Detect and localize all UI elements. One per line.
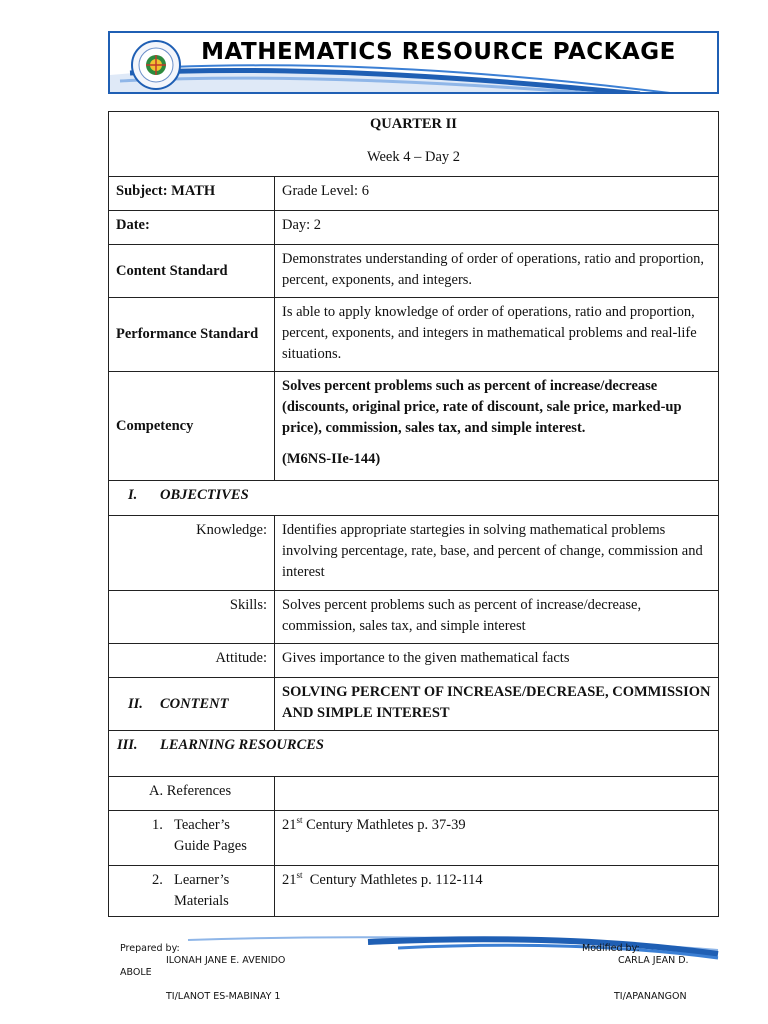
modified-school: TI/APANANGON [614,991,687,1002]
learners-materials-value: 21st Century Mathletes p. 112-114 [275,866,719,917]
date-row [109,211,719,245]
prepared-by-label: Prepared by: [120,943,180,954]
content-number: II. [128,695,143,712]
resources-number: III. [117,737,138,753]
performance-standard-value: Is able to apply knowledge of order of operations, ratio and proportion, percent, exponents, and integers in mathematical problems and real-life situations. [275,298,719,372]
quarter-row [109,112,719,177]
skills-row [109,591,719,644]
content-value: SOLVING PERCENT OF INCREASE/DECREASE, COMMISSION AND SIMPLE INTEREST [275,678,719,731]
prepared-school: TI/LANOT ES-MABINAY 1 [166,991,281,1002]
date-label: Date: [109,211,275,245]
content-row [109,678,719,731]
week-day-label: Week 4 – Day 2 [366,149,461,165]
competency-label: Competency [109,372,275,481]
knowledge-row [109,516,719,591]
lesson-plan-table [108,111,719,917]
attitude-value: Gives importance to the given mathematical facts [275,644,719,678]
learners-materials-row [109,866,719,917]
competency-row [109,372,719,481]
knowledge-label: Knowledge: [109,516,275,591]
page-title: MATHEMATICS RESOURCE PACKAGE [201,39,676,65]
quarter-label: QUARTER II [370,116,457,132]
resources-title: LEARNING RESOURCES [160,737,324,753]
teachers-guide-value: 21st Century Mathletes p. 37-39 [275,811,719,866]
objectives-title: OBJECTIVES [160,487,249,503]
modified-by-label: Modified by: [582,943,640,954]
skills-label: Skills: [109,591,275,644]
item1-label: Teacher’s Guide Pages [174,817,247,854]
subject-label: Subject: MATH [109,177,275,211]
resources-heading-row [109,731,719,777]
page-footer [108,932,720,1012]
item2-number: 2. [152,872,163,888]
competency-value: Solves percent problems such as percent of increase/decrease (discounts, original price, rate of discount, sale price, marked-up price), commission, sales tax, and simple interest. [282,378,682,436]
competency-code: (M6NS-IIe-144) [282,451,381,467]
references-label: A. References [109,777,275,811]
references-value [275,777,719,811]
subject-row [109,177,719,211]
attitude-label: Attitude: [109,644,275,678]
item2-label: Learner’s Materials [174,872,230,909]
item1-number: 1. [152,817,163,833]
grade-level: Grade Level: 6 [275,177,719,211]
attitude-row [109,644,719,678]
content-standard-row [109,245,719,298]
header-banner [108,31,719,94]
references-row [109,777,719,811]
content-standard-label: Content Standard [109,245,275,298]
day-value: Day: 2 [275,211,719,245]
prepared-name-cont: ABOLE [120,967,152,978]
objectives-heading-row [109,481,719,516]
knowledge-value: Identifies appropriate startegies in solving mathematical problems involving percentage, rate, base, and percent of change, commission and interest [275,516,719,591]
prepared-name: ILONAH JANE E. AVENIDO [166,955,286,966]
skills-value: Solves percent problems such as percent of increase/decrease, commission, sales tax, and simple interest [275,591,719,644]
teachers-guide-row [109,811,719,866]
content-title: CONTENT [160,695,229,712]
performance-standard-label: Performance Standard [109,298,275,372]
performance-standard-row [109,298,719,372]
content-standard-value: Demonstrates understanding of order of operations, ratio and proportion, percent, exponents, and integers. [275,245,719,298]
objectives-number: I. [128,487,138,503]
modified-name: CARLA JEAN D. [618,955,689,966]
